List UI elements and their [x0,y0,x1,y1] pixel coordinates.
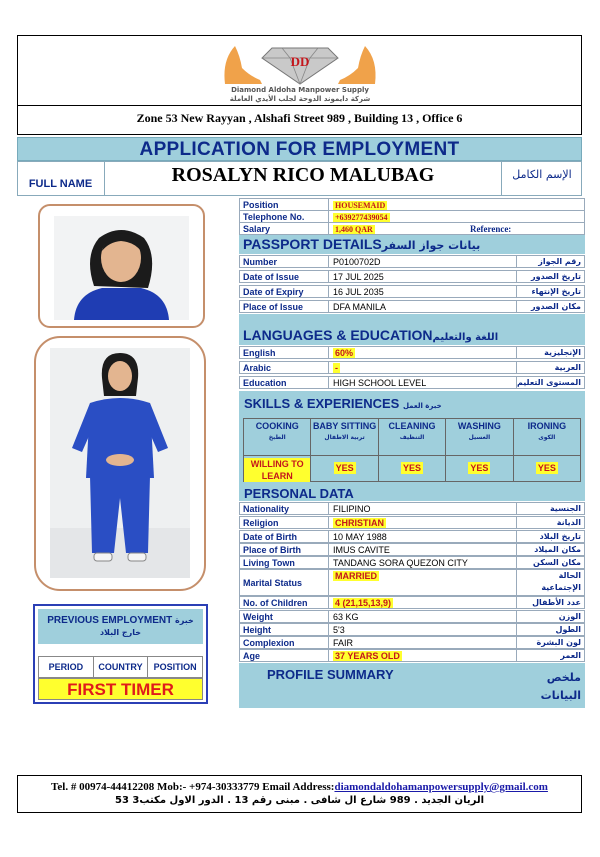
passport-row [239,300,585,313]
position-row [239,198,585,211]
reference-label: Reference: [470,224,512,234]
svg-text:DD: DD [290,54,310,69]
full-name-value: ROSALYN RICO MALUBAG [171,164,435,186]
full-name-label-ar: الإسم الكامل [501,161,582,196]
religion-label: Religion [243,518,279,528]
complexion-value: FAIR [333,638,354,648]
skill-ironing: IRONING الكوى [527,421,567,441]
date-of-expiry-label-ar: تاريخ الإنتهاء [531,287,581,296]
living-town-label-ar: مكان السكن [533,558,581,567]
personal-row [239,556,585,569]
column-position: POSITION [153,662,197,672]
weight-value: 63 KG [333,612,359,622]
date-of-issue-label-ar: تاريخ الصدور [531,272,581,281]
place-of-birth-label-ar: مكان الميلاد [534,545,581,554]
personal-row [239,516,585,529]
salary-label: Salary [243,224,271,234]
personal-row [239,623,585,636]
education-label: Education [243,378,287,388]
languages-title-ar: اللغة والتعليم [432,332,499,343]
arabic-label: Arabic [243,363,272,373]
place-of-birth-value: IMUS CAVITE [333,545,390,555]
complexion-label-ar: لون البشرة [536,638,581,647]
telephone-row [239,210,585,223]
place-of-issue-value: DFA MANILA [333,302,387,312]
previous-employment-title: PREVIOUS EMPLOYMENT [47,615,173,626]
previous-employment-header [38,609,203,644]
education-label-ar: المستوى التعليم [517,378,581,387]
complexion-label: Complexion [243,638,295,648]
cooking-value: WILLING TO LEARN [244,458,310,482]
profile-summary-section [239,663,585,708]
age-label-ar: العمر [560,651,581,660]
passport-number-value: P0100702D [333,257,381,267]
living-town-label: Living Town [243,558,295,568]
personal-row [239,502,585,515]
education-value: HIGH SCHOOL LEVEL [333,378,427,388]
washing-value: YES [470,463,489,473]
english-label-ar: الإنجليزية [544,348,581,357]
date-of-birth-label: Date of Birth [243,532,297,542]
skills-title: SKILLS & EXPERIENCES [244,396,400,411]
language-row [239,376,585,389]
date-of-issue-value: 17 JUL 2025 [333,272,384,282]
children-value: 4 (21,15,13,9) [335,598,392,608]
language-row [239,361,585,374]
footer-contact-line [18,780,581,794]
skills-title-ar: خبرة العمل [402,402,442,410]
english-value: 60% [335,348,354,358]
passport-row [239,255,585,268]
height-label: Height [243,625,271,635]
religion-label-ar: الديانة [556,518,581,527]
marital-status-label-ar: الحالة الإجتماعية [541,571,581,592]
cleaning-value: YES [403,463,422,473]
footer [17,775,582,813]
footer-email-link[interactable]: diamondaldohamanpowersupply@gmail.com [334,781,548,793]
skills-value-row [243,456,581,482]
previous-employment-title-ar: خبرة خارج البلاد [99,616,194,637]
passport-number-label-ar: رقم الجواز [538,257,581,266]
age-value: 37 YEARS OLD [335,651,400,661]
nationality-label: Nationality [243,504,290,514]
passport-title-ar: بيانات جواز السفر [381,239,481,252]
marital-status-value: MARRIED [335,571,377,581]
baby-sitting-value: YES [335,463,354,473]
position-label: Position [243,200,279,210]
arabic-label-ar: العربية [554,363,581,372]
languages-section-header [239,314,585,345]
date-of-birth-value: 10 MAY 1988 [333,532,387,542]
date-of-expiry-label: Date of Expiry [243,287,304,297]
full-body-photo [34,336,206,591]
page-title: APPLICATION FOR EMPLOYMENT [17,137,582,161]
height-value: 5'3 [333,625,345,635]
salary-row [239,222,585,235]
arabic-value: - [335,363,338,373]
english-label: English [243,348,276,358]
skill-cooking: COOKING الطبخ [244,419,311,455]
passport-section-header [239,235,585,254]
personal-row [239,530,585,543]
languages-title: LANGUAGES & EDUCATION [243,327,433,343]
age-label: Age [243,651,261,661]
footer-contact: Tel. # 00974-44412208 Mob:- +974-30333779 Email Address: [51,781,335,793]
column-period: PERIOD [39,657,94,677]
personal-row [239,543,585,556]
footer-address-ar: 53 الريان الجديد . 989 شارع ال شافى . مبنى رقم 13 . الدور الاول مكتب3 [115,795,484,806]
date-of-issue-label: Date of Issue [243,272,300,282]
passport-row [239,285,585,298]
personal-row [239,596,585,609]
salary-value: 1,460 QAR [335,225,373,234]
position-value: HOUSEMAID [335,201,386,210]
date-of-birth-label-ar: تاريخ البلاد [539,532,581,541]
profile-summary-title-ar: ملخص البيانات [540,671,581,702]
skill-cleaning: CLEANING التنظيف [379,419,446,455]
marital-status-label: Marital Status [243,578,303,588]
place-of-issue-label-ar: مكان الصدور [530,302,581,311]
personal-row [239,569,585,596]
portrait-photo [38,204,205,328]
company-name-ar: شركة دايموند الدوحة لجلب الأيدي العاملة [229,95,371,103]
nationality-label-ar: الجنسية [549,504,581,513]
skills-header-row [243,418,581,456]
weight-label-ar: الوزن [558,612,581,621]
passport-title: PASSPORT DETAILS [243,236,382,252]
place-of-issue-label: Place of Issue [243,302,304,312]
previous-employment-columns [38,656,203,678]
weight-label: Weight [243,612,273,622]
personal-row [239,649,585,662]
living-town-value: TANDANG SORA QUEZON CITY [333,558,468,568]
telephone-label: Telephone No. [243,212,305,222]
language-row [239,346,585,359]
company-name: Diamond Aldoha Manpower Supply [231,86,369,94]
personal-row [239,636,585,649]
place-of-birth-label: Place of Birth [243,545,302,555]
personal-section-header: PERSONAL DATA [239,486,585,501]
profile-summary-title: PROFILE SUMMARY [267,667,394,682]
passport-row [239,270,585,283]
children-label: No. of Children [243,598,308,608]
nationality-value: FILIPINO [333,504,371,514]
first-timer-status: FIRST TIMER [38,678,203,700]
skill-washing: WASHING الغسيل [446,419,513,455]
company-address: Zone 53 New Rayyan , Alshafi Street 989 , Building 13 , Office 6 [17,105,582,130]
skill-baby-sitting: BABY SITTING تربية الاطفال [311,419,378,455]
previous-employment-box [33,604,208,704]
date-of-expiry-value: 16 JUL 2035 [333,287,384,297]
telephone-value: +639277439054 [335,213,388,222]
children-label-ar: عدد الأطفال [532,598,581,607]
full-name-label: FULL NAME [17,161,105,196]
ironing-value: YES [537,463,556,473]
passport-number-label: Number [243,257,278,267]
religion-value: CHRISTIAN [335,518,384,528]
personal-row [239,610,585,623]
height-label-ar: الطول [555,625,581,634]
column-country: COUNTRY [94,657,149,677]
